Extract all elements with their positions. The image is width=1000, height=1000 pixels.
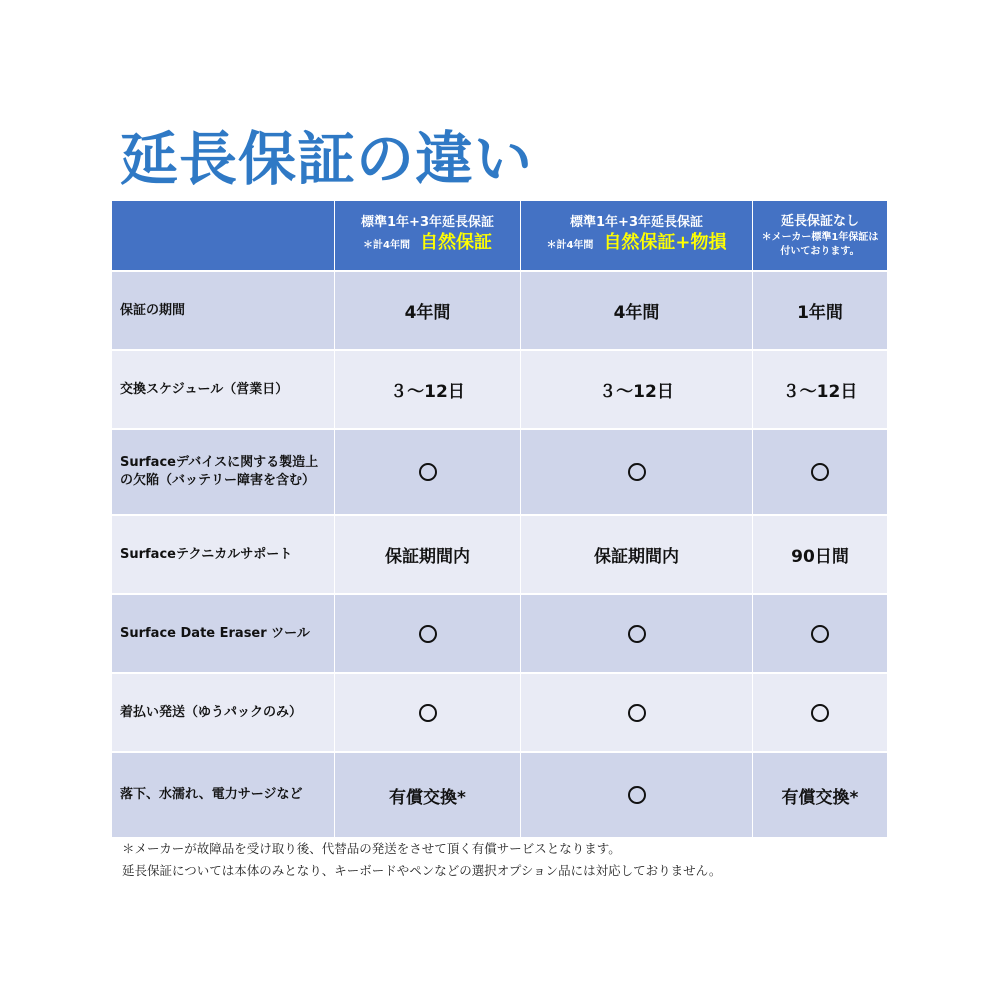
- table-cell: ３～12日: [335, 351, 521, 430]
- plan-3-note: ＊メーカー標準1年保証は付いております。: [761, 231, 879, 257]
- header-plan-1: [335, 201, 521, 272]
- header-plan-3: [753, 201, 887, 272]
- plan-2-coverage: 自然保証+物損: [603, 232, 727, 253]
- row-label: 保証の期間: [112, 272, 335, 351]
- table-cell: [753, 430, 887, 516]
- table-row: [112, 674, 887, 753]
- row-label: Surfaceデバイスに関する製造上の欠陥（バッテリー障害を含む）: [112, 430, 335, 516]
- circle-mark-icon: [419, 463, 437, 481]
- plan-2-term: ＊計4年間: [546, 240, 594, 251]
- header-corner-cell: [112, 201, 335, 272]
- circle-mark-icon: [628, 704, 646, 722]
- plan-1-coverage: 自然保証: [419, 232, 492, 253]
- table-cell: [521, 674, 753, 753]
- table-cell: 保証期間内: [335, 516, 521, 595]
- table-cell: 1年間: [753, 272, 887, 351]
- table-cell: 90日間: [753, 516, 887, 595]
- table-row: [112, 430, 887, 516]
- table-cell: [753, 595, 887, 674]
- circle-mark-icon: [628, 786, 646, 804]
- table-cell: ３～12日: [753, 351, 887, 430]
- header-row: [112, 201, 887, 272]
- table-cell: [521, 430, 753, 516]
- plan-3-title: 延長保証なし: [780, 213, 859, 229]
- table-row: [112, 516, 887, 595]
- row-label: Surface Date Eraser ツール: [112, 595, 335, 674]
- table-cell: 4年間: [335, 272, 521, 351]
- page-title: 延長保証の違い: [120, 125, 534, 193]
- table-cell: [521, 753, 753, 839]
- table-cell: 4年間: [521, 272, 753, 351]
- row-label: 落下、水濡れ、電力サージなど: [112, 753, 335, 839]
- row-label: Surfaceテクニカルサポート: [112, 516, 335, 595]
- circle-mark-icon: [419, 704, 437, 722]
- table-row: [112, 351, 887, 430]
- header-plan-2: [521, 201, 753, 272]
- row-label: 着払い発送（ゆうパックのみ）: [112, 674, 335, 753]
- footnote-1: ＊メーカーが故障品を受け取り後、代替品の発送をさせて頂く有償サービスとなります。: [122, 841, 621, 856]
- circle-mark-icon: [811, 463, 829, 481]
- plan-1-term: ＊計4年間: [363, 240, 410, 251]
- table-cell: 有償交換*: [753, 753, 887, 839]
- table-cell: [753, 674, 887, 753]
- circle-mark-icon: [811, 704, 829, 722]
- table-row: [112, 595, 887, 674]
- table-cell: ３～12日: [521, 351, 753, 430]
- circle-mark-icon: [419, 625, 437, 643]
- plan-1-title: 標準1年+3年延長保証: [361, 215, 494, 230]
- table-cell: [335, 674, 521, 753]
- table-cell: 有償交換*: [335, 753, 521, 839]
- table-cell: [335, 595, 521, 674]
- circle-mark-icon: [628, 625, 646, 643]
- circle-mark-icon: [628, 463, 646, 481]
- table-cell: [521, 595, 753, 674]
- table-row: [112, 272, 887, 351]
- comparison-table: [112, 201, 887, 839]
- table-row: [112, 753, 887, 839]
- table-cell: [335, 430, 521, 516]
- row-label: 交換スケジュール（営業日）: [112, 351, 335, 430]
- plan-2-title: 標準1年+3年延長保証: [570, 215, 703, 230]
- table-cell: 保証期間内: [521, 516, 753, 595]
- circle-mark-icon: [811, 625, 829, 643]
- footnotes: [122, 838, 721, 882]
- footnote-2: 延長保証については本体のみとなり、キーボードやペンなどの選択オプション品には対応しておりません。: [122, 863, 722, 878]
